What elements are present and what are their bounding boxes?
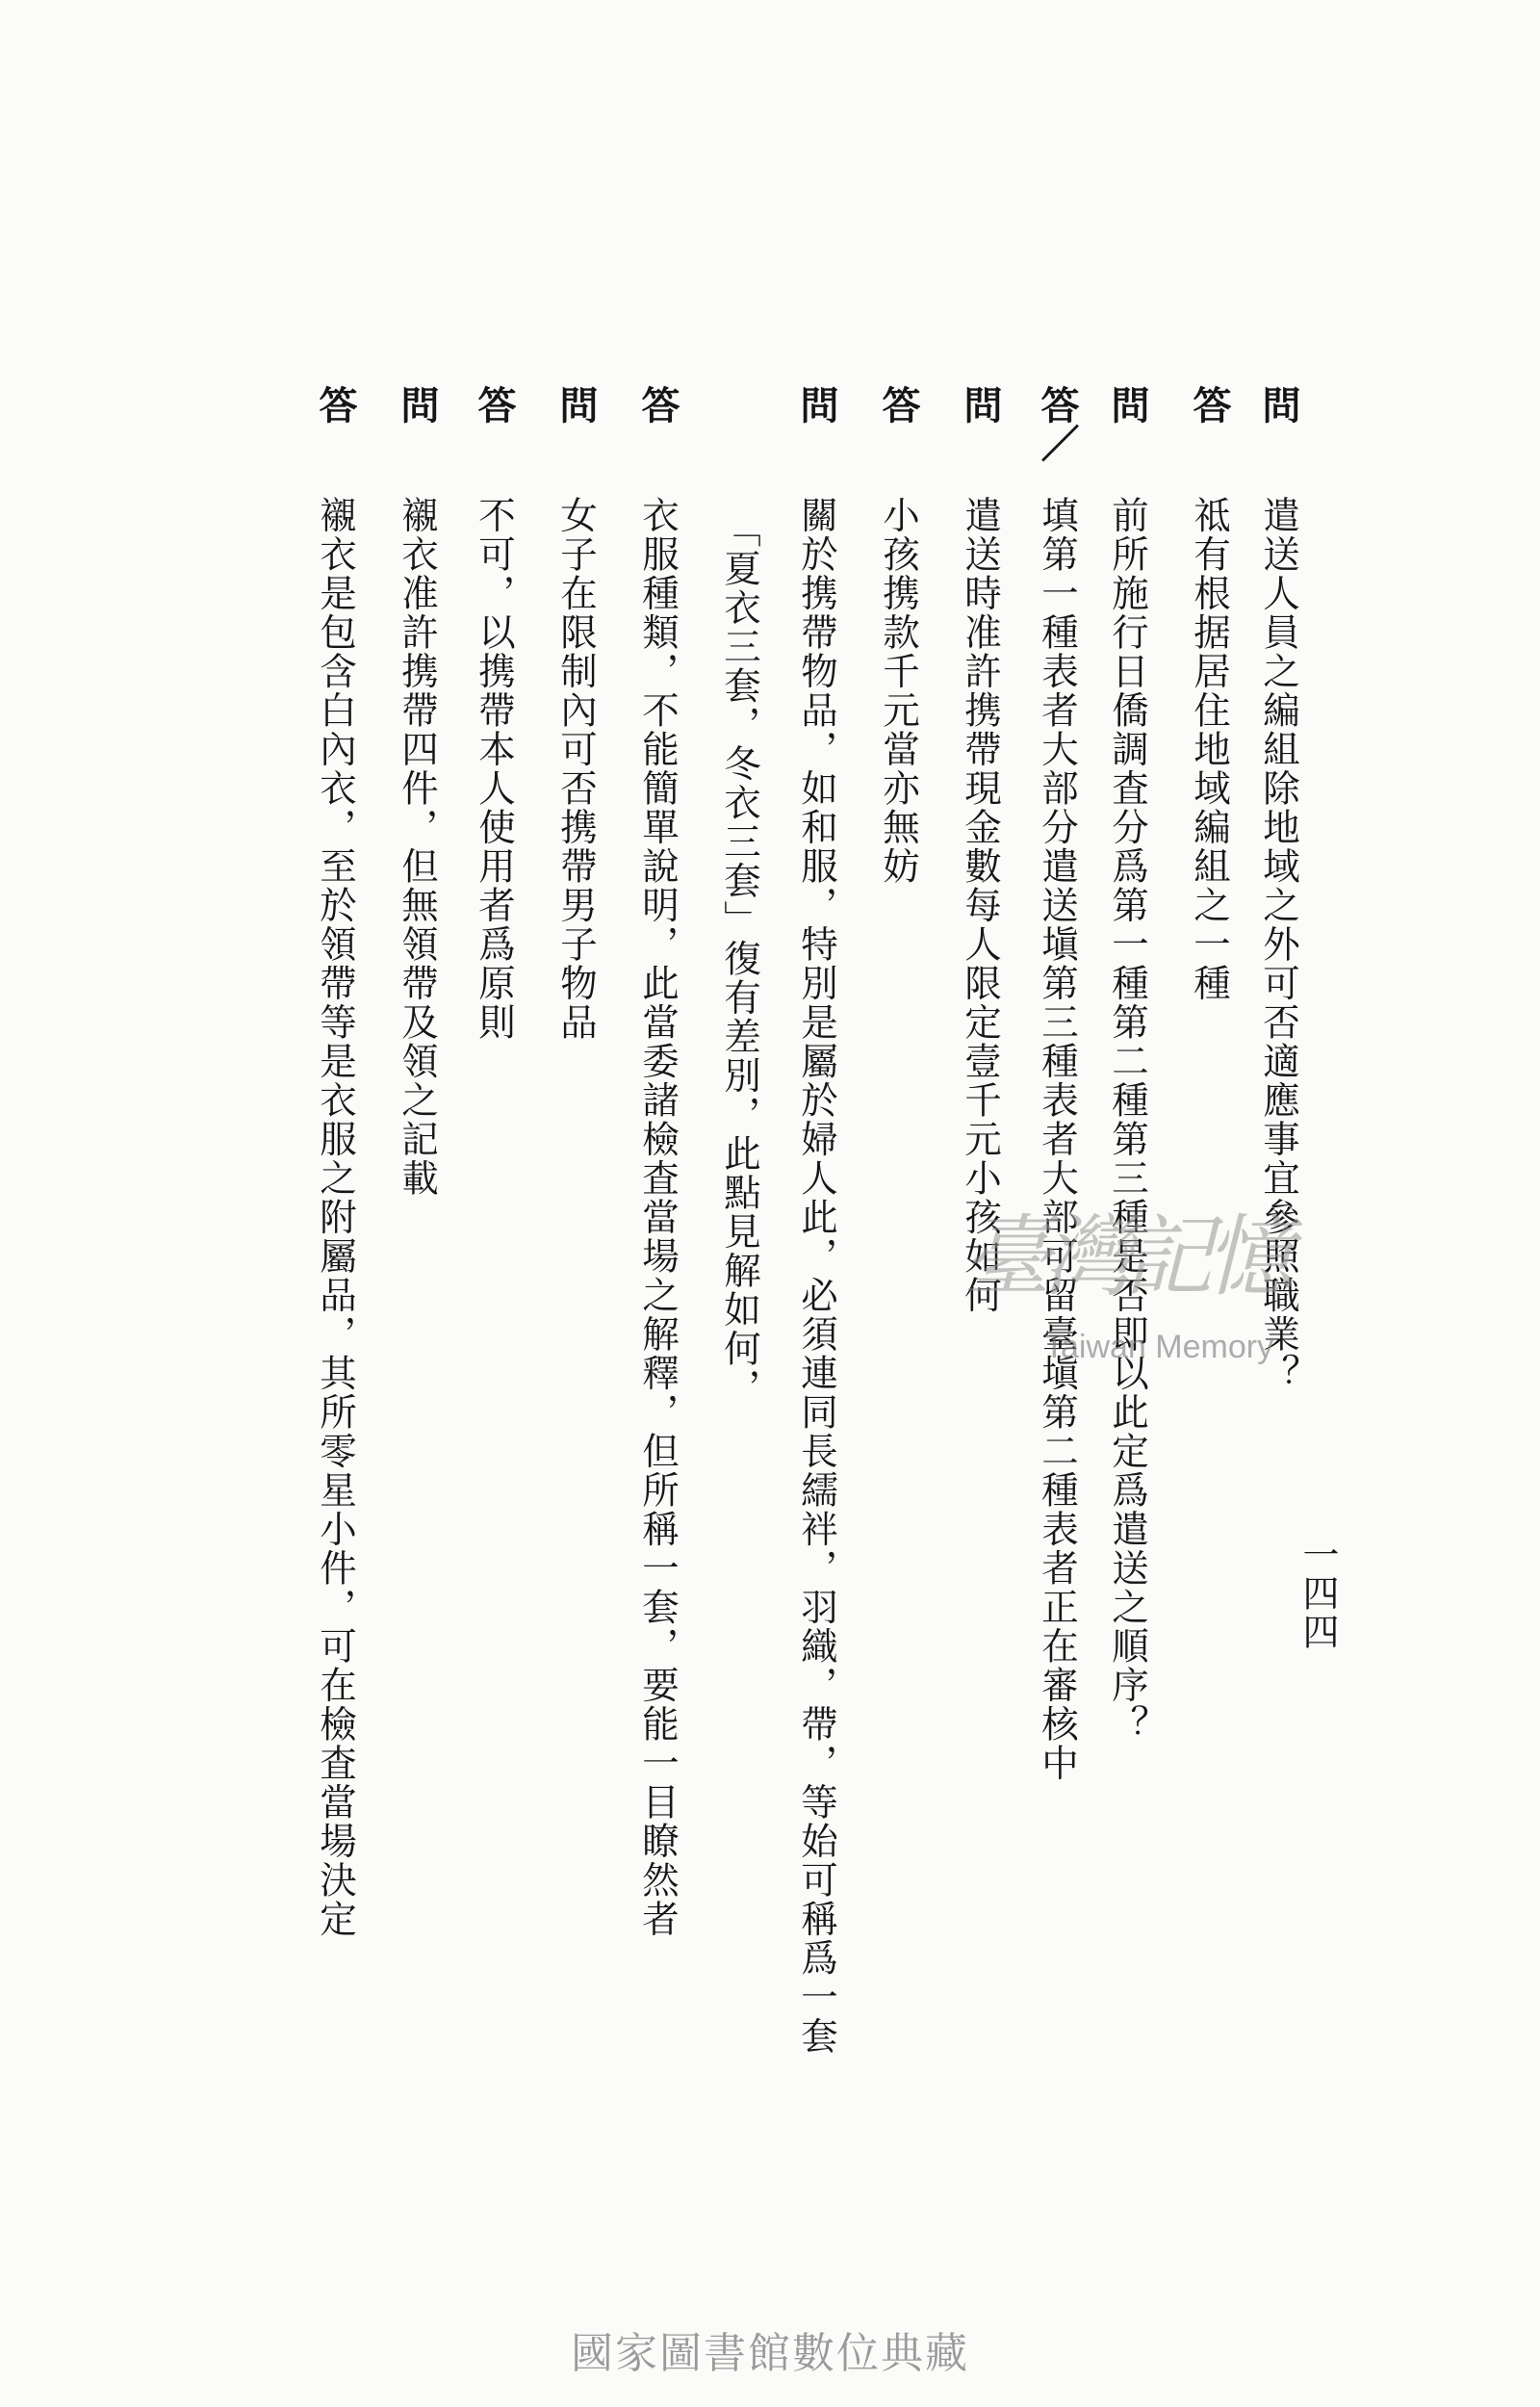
qa-text: 小孩携款千元當亦無妨: [877, 496, 920, 886]
qa-label: 問: [1256, 385, 1301, 424]
qa-text: 衣服種類，不能簡單說明，此當委諸檢査當場之解釋，但所稱一套，要能一目瞭然者: [636, 496, 680, 1939]
qa-label: 答: [472, 385, 517, 424]
qa-text: 前所施行日僑調査分爲第一種第二種第三種是否即以此定爲遣送之順序？: [1106, 496, 1149, 1744]
qa-text: 遣送人員之編組除地域之外可否適應事宜參照職業？: [1257, 496, 1300, 1393]
watermark-subtitle: Taiwan Memory: [1044, 1329, 1274, 1365]
page-number: 一四四: [1296, 1536, 1339, 1651]
qa-label: 答: [313, 385, 358, 424]
qa-label: 問: [794, 385, 839, 424]
qa-text: 襯衣准許携帶四件，但無領帶及領之記載: [396, 496, 439, 1198]
qa-label: 問: [395, 385, 440, 424]
watermark-logo: 臺灣記憶: [962, 1205, 1287, 1308]
qa-text: 女子在限制內可否携帶男子物品: [554, 496, 598, 1042]
library-footer: 國家圖書館數位典藏: [571, 2329, 969, 2378]
qa-text: 遣送時准許携帶現金數每人限定壹千元小孩如何: [959, 496, 1002, 1315]
qa-text: 「夏衣三套，冬衣三套」復有差別，此點見解如何，: [718, 510, 761, 1408]
qa-label: 答: [1187, 385, 1232, 424]
qa-label: 問: [1105, 385, 1150, 424]
qa-text: 襯衣是包含白內衣，至於領帶等是衣服之附屬品，其所零星小件，可在檢査當場決定: [314, 496, 357, 1939]
qa-label: 答: [635, 385, 680, 424]
qa-label: 問: [958, 385, 1003, 424]
qa-label: 問: [553, 385, 599, 424]
qa-text: 祗有根据居住地域編組之一種: [1188, 496, 1231, 1003]
qa-label: 答／: [1035, 385, 1080, 462]
qa-text: 填第一種表者大部分遣送塡第三種表者大部可留臺塡第二種表者正在審核中: [1036, 496, 1079, 1783]
qa-label: 答: [876, 385, 921, 424]
qa-text: 關於携帶物品，如和服，特別是屬於婦人此，必須連同長繻袢，羽織，帶，等始可稱爲一套: [795, 496, 838, 2056]
qa-text: 不可，以携帶本人使用者爲原則: [473, 496, 516, 1042]
